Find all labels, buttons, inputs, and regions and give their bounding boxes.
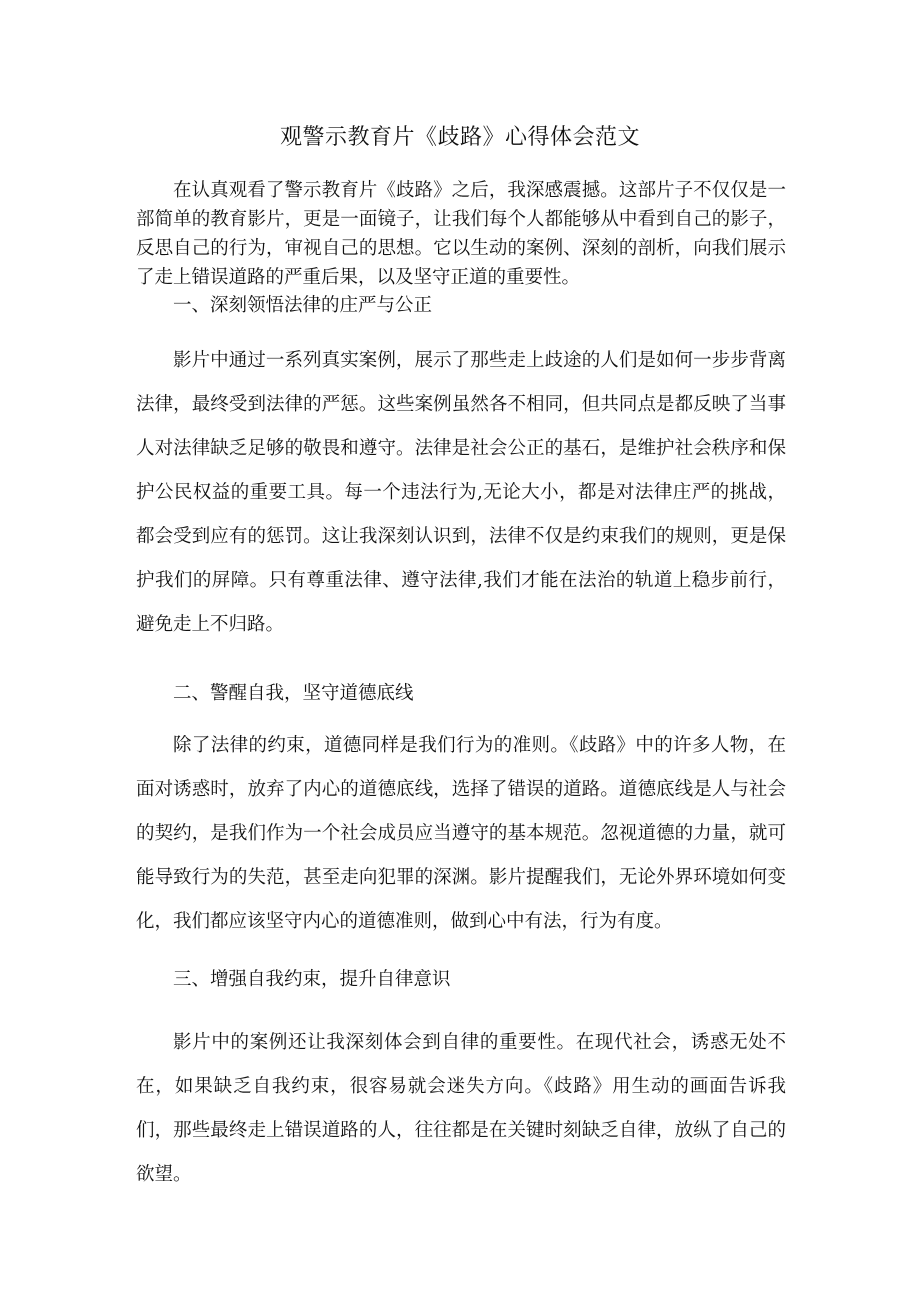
section-3-heading: 三、增强自我约束，提升自律意识 bbox=[173, 969, 451, 990]
section-1-paragraph: 影片中通过一系列真实案例，展示了那些走上歧途的人们是如何一步步背离法律，最终受到法律的严惩。这些案例虽然各不相同，但共同点是都反映了当事人对法律缺乏足够的敬畏和遵守。法律是社会公正的基石，是维护社会秩序和保护公民权益的重要工具。每一个违法行为,无论大小，都是对法律庄严的挑战，都会受到应有的惩罚。这让我深刻认识到，法律不仅是约束我们的规则，更是保护我们的屏障。只有尊重法律、遵守法律,我们才能在法治的轨道上稳步前行，避免走上不归路。 bbox=[136, 350, 786, 635]
section-1-heading: 一、深刻领悟法律的庄严与公正 bbox=[173, 295, 433, 316]
intro-paragraph: 在认真观看了警示教育片《歧路》之后，我深感震撼。这部片子不仅仅是一部简单的教育影片，更是一面镜子，让我们每个人都能够从中看到自己的影子，反思自己的行为，审视自己的思想。它以生动的案例、深刻的剖析，向我们展示了走上错误道路的严重后果，以及坚守正道的重要性。 bbox=[136, 180, 786, 288]
section-2-heading: 二、警醒自我，坚守道德底线 bbox=[173, 683, 414, 704]
section-3-paragraph: 影片中的案例还让我深刻体会到自律的重要性。在现代社会，诱惑无处不在，如果缺乏自我约束，很容易就会迷失方向。《歧路》用生动的画面告诉我们，那些最终走上错误道路的人，往往都是在关键时刻缺乏自律，放纵了自己的欲望。 bbox=[136, 1032, 786, 1185]
document-title: 观警示教育片《歧路》心得体会范文 bbox=[279, 125, 640, 150]
section-2-paragraph: 除了法律的约束，道德同样是我们行为的准则。《歧路》中的许多人物，在面对诱惑时，放弃了内心的道德底线，选择了错误的道路。道德底线是人与社会的契约，是我们作为一个社会成员应当遵守的基本规范。忽视道德的力量，就可能导致行为的失范，甚至走向犯罪的深渊。影片提醒我们，无论外界环境如何变化，我们都应该坚守内心的道德准则，做到心中有法，行为有度。 bbox=[136, 735, 786, 932]
